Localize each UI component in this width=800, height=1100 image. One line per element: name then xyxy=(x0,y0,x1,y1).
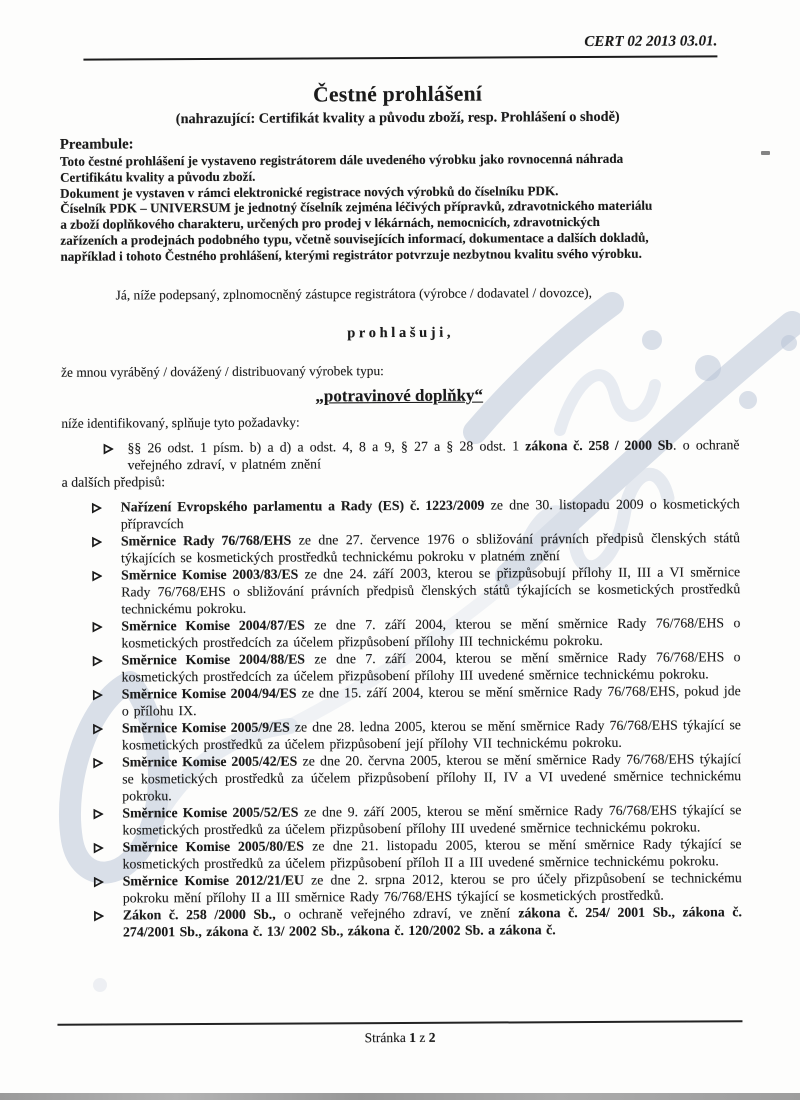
preamble-line: Číselník PDK – UNIVERSUM je jednotný číselník zejména léčivých přípravků, zdravotnického materiálu xyxy=(60,198,653,217)
text-segment: Směrnice Komise 2005/52/ES xyxy=(122,804,299,821)
text-segment: o ochraně veřejného zdraví, ve znění xyxy=(275,904,519,922)
text-segment: ze dne 21. listopadu 2005, kterou se mění směrnice Rady týkající se kosmetických prostředků za účelem přizpůsobení příloh II a III uvedené směrnice technickému pokroku. xyxy=(122,835,742,872)
doc-code xyxy=(83,32,717,60)
page-title: Čestné prohlášení xyxy=(313,81,483,107)
legal-list-item xyxy=(93,801,741,838)
text-segment: Směrnice Komise 2005/80/ES xyxy=(122,838,304,855)
legal-list-regulations xyxy=(0,495,742,941)
list-interlude: a dalších předpisů: xyxy=(61,473,166,490)
arrowhead-bullet-icon xyxy=(93,653,103,670)
arrowhead-bullet-icon xyxy=(94,908,104,925)
text-segment: ze dne 7. září 2004, kterou se mění směrnice Rady 76/768/EHS o kosmetických prostředcích za účelem přizpůsobení přílohy III technickému pokroku. xyxy=(121,614,741,651)
text-segment: Směrnice Komise 2004/87/ES xyxy=(121,617,305,634)
text-segment: zákona č. 254/ 2001 Sb., zákona č. 274/2001 Sb., zákona č. 13/ 2002 Sb., zákona č. 120/2002 Sb. a zákona č. xyxy=(122,903,742,940)
text-segment: Směrnice Rady 76/768/EHS xyxy=(120,532,292,549)
preamble-line: Certifikátu kvality a původu zboží. xyxy=(60,168,256,185)
preamble-line: Toto čestné prohlášení je vystaveno registrátorem dále uvedeného výrobku jako rovnocenná náhrada xyxy=(59,150,624,169)
text-segment: zákona č. 258 / 2000 Sb xyxy=(525,437,674,453)
scan-edge-band xyxy=(0,1093,800,1100)
text-segment: . o ochraně veřejného zdraví, v platném znění xyxy=(127,436,740,473)
text-segment: ze dne 28. ledna 2005, kterou se mění směrnice Rady 76/768/EHS týkající se kosmetických prostředků za účelem přizpůsobení její přílohy VII technickému pokroku. xyxy=(121,716,741,753)
doc-code-text: CERT 02 2013 03.01. xyxy=(584,33,718,51)
text-segment: Směrnice Komise 2012/21/EU xyxy=(122,872,304,889)
text-segment: ze dne 30. listopadu 2009 o kosmetických přípravcích xyxy=(120,495,740,532)
text-segment: Směrnice Komise 2003/83/ES xyxy=(121,566,299,583)
legal-list-item xyxy=(94,903,742,940)
text-segment: Směrnice Komise 2005/42/ES xyxy=(122,753,298,770)
declaration-verb: p r o h l a š u j i , xyxy=(347,324,451,341)
product-type: „potravinové doplňky“ xyxy=(315,385,484,406)
legal-list-item xyxy=(94,835,742,872)
arrowhead-bullet-icon xyxy=(94,840,104,857)
preamble-heading: Preambule: xyxy=(59,136,134,153)
text-segment: Směrnice Komise 2004/94/ES xyxy=(121,685,297,702)
page-footer xyxy=(57,1020,742,1048)
page-number xyxy=(365,1030,436,1045)
preamble-line: Dokument je vystaven v rámci elektronické registrace nových výrobků do číselníku PDK. xyxy=(60,182,559,201)
arrowhead-bullet-icon xyxy=(103,441,113,458)
text-segment: ze dne 24. září 2003, kterou se přizpůsobují přílohy II, III a VI směrnice Rady 76/768/EHS o sbližování právních předpisů členských států týkajících se kosmetických prostředků technickému pokroku. xyxy=(121,563,741,617)
text-segment: Směrnice Komise 2004/88/ES xyxy=(121,651,305,668)
arrowhead-bullet-icon xyxy=(92,568,102,585)
arrowhead-bullet-icon xyxy=(92,619,102,636)
text-segment: ze dne 2. srpna 2012, kterou se pro účely přizpůsobení se technickému pokroku mění přílohy II a III směrnice Rady 76/768/EHS týkající se kosmetických prostředků. xyxy=(122,869,742,906)
text-segment: Stránka xyxy=(364,1029,410,1046)
text-segment: 1 xyxy=(409,1029,417,1045)
legal-list-item xyxy=(92,529,740,566)
text-segment: Nařízení Evropského parlamentu a Rady (ES) č. 1223/2009 xyxy=(120,497,485,515)
legal-list-item xyxy=(93,716,741,753)
arrowhead-bullet-icon xyxy=(94,874,104,891)
declaration-intro: Já, níže podepsaný, zplnomocněný zástupce registrátora (výrobce / dodavatel / dovozce), xyxy=(115,284,592,303)
preamble-line: například i tohoto Čestného prohlášení, kterými registrátor potvrzuje nezbytnou kvalitu svého výrobku. xyxy=(60,245,642,264)
legal-list-item xyxy=(93,682,741,719)
product-intro: že mnou vyráběný / dovážený / distribuovaný výrobek typu: xyxy=(61,362,384,380)
arrowhead-bullet-icon xyxy=(92,500,102,517)
legal-list-item xyxy=(103,436,739,473)
legal-list-primary xyxy=(0,436,740,474)
text-segment: Zákon č. 258 /2000 Sb., xyxy=(122,906,276,923)
legal-list-item xyxy=(92,614,740,651)
arrowhead-bullet-icon xyxy=(93,687,103,704)
legal-list-item xyxy=(93,750,741,804)
text-segment: ze dne 27. července 1976 o sbližování právních předpisů členských států týkajících se kosmetických prostředků technickému pokroku v platném znění xyxy=(120,529,740,566)
text-segment: ze dne 9. září 2005, kterou se mění směrnice Rady 76/768/EHS týkající se kosmetických prostředků za účelem přizpůsobení přílohy III uvedené směrnice technickému pokroku. xyxy=(122,801,742,838)
legal-list-item xyxy=(94,869,742,906)
legal-list-item xyxy=(93,648,741,685)
text-segment: §§ 26 odst. 1 písm. b) a d) a odst. 4, 8 a 9, § 27 a § 28 odst. 1 xyxy=(127,437,526,456)
requirements-intro: níže identifikovaný, splňuje tyto požadavky: xyxy=(61,414,300,431)
text-segment: ze dne 15. září 2004, kterou se mění směrnice Rady 76/768/EHS, pokud jde o přílohu IX. xyxy=(121,682,741,719)
arrowhead-bullet-icon xyxy=(92,534,102,551)
preamble-line: a zboží doplňkového charakteru, určených pro prodej v lékárnách, nemocnicích, zdravotnických xyxy=(60,214,600,232)
arrowhead-bullet-icon xyxy=(93,806,103,823)
text-segment: 2 xyxy=(428,1029,436,1045)
text-segment: ze dne 7. září 2004, kterou se mění směrnice Rady 76/768/EHS o kosmetických prostředcích za účelem přizpůsobení přílohy III uvedené směrnice technickému pokroku. xyxy=(121,648,741,685)
preamble-line: zařízeních a prodejnách podobného typu, včetně souvisejících informací, dokumentace a dalších dokladů, xyxy=(60,229,649,248)
arrowhead-bullet-icon xyxy=(93,755,103,772)
text-segment: z xyxy=(415,1029,429,1045)
legal-list-item xyxy=(92,495,740,532)
text-segment: Směrnice Komise 2005/9/ES xyxy=(121,719,290,736)
text-segment: ze dne 20. června 2005, kterou se mění směrnice Rady 76/768/EHS týkající se kosmetických prostředků za účelem přizpůsobení přílohy II, IV a VI uvedené směrnice technickému pokroku. xyxy=(122,750,742,804)
preamble-paragraph xyxy=(60,150,759,264)
legal-list-item xyxy=(92,563,740,617)
arrowhead-bullet-icon xyxy=(93,721,103,738)
page-subtitle: (nahrazující: Certifikát kvality a původu zboží, resp. Prohlášení o shodě) xyxy=(175,108,620,128)
